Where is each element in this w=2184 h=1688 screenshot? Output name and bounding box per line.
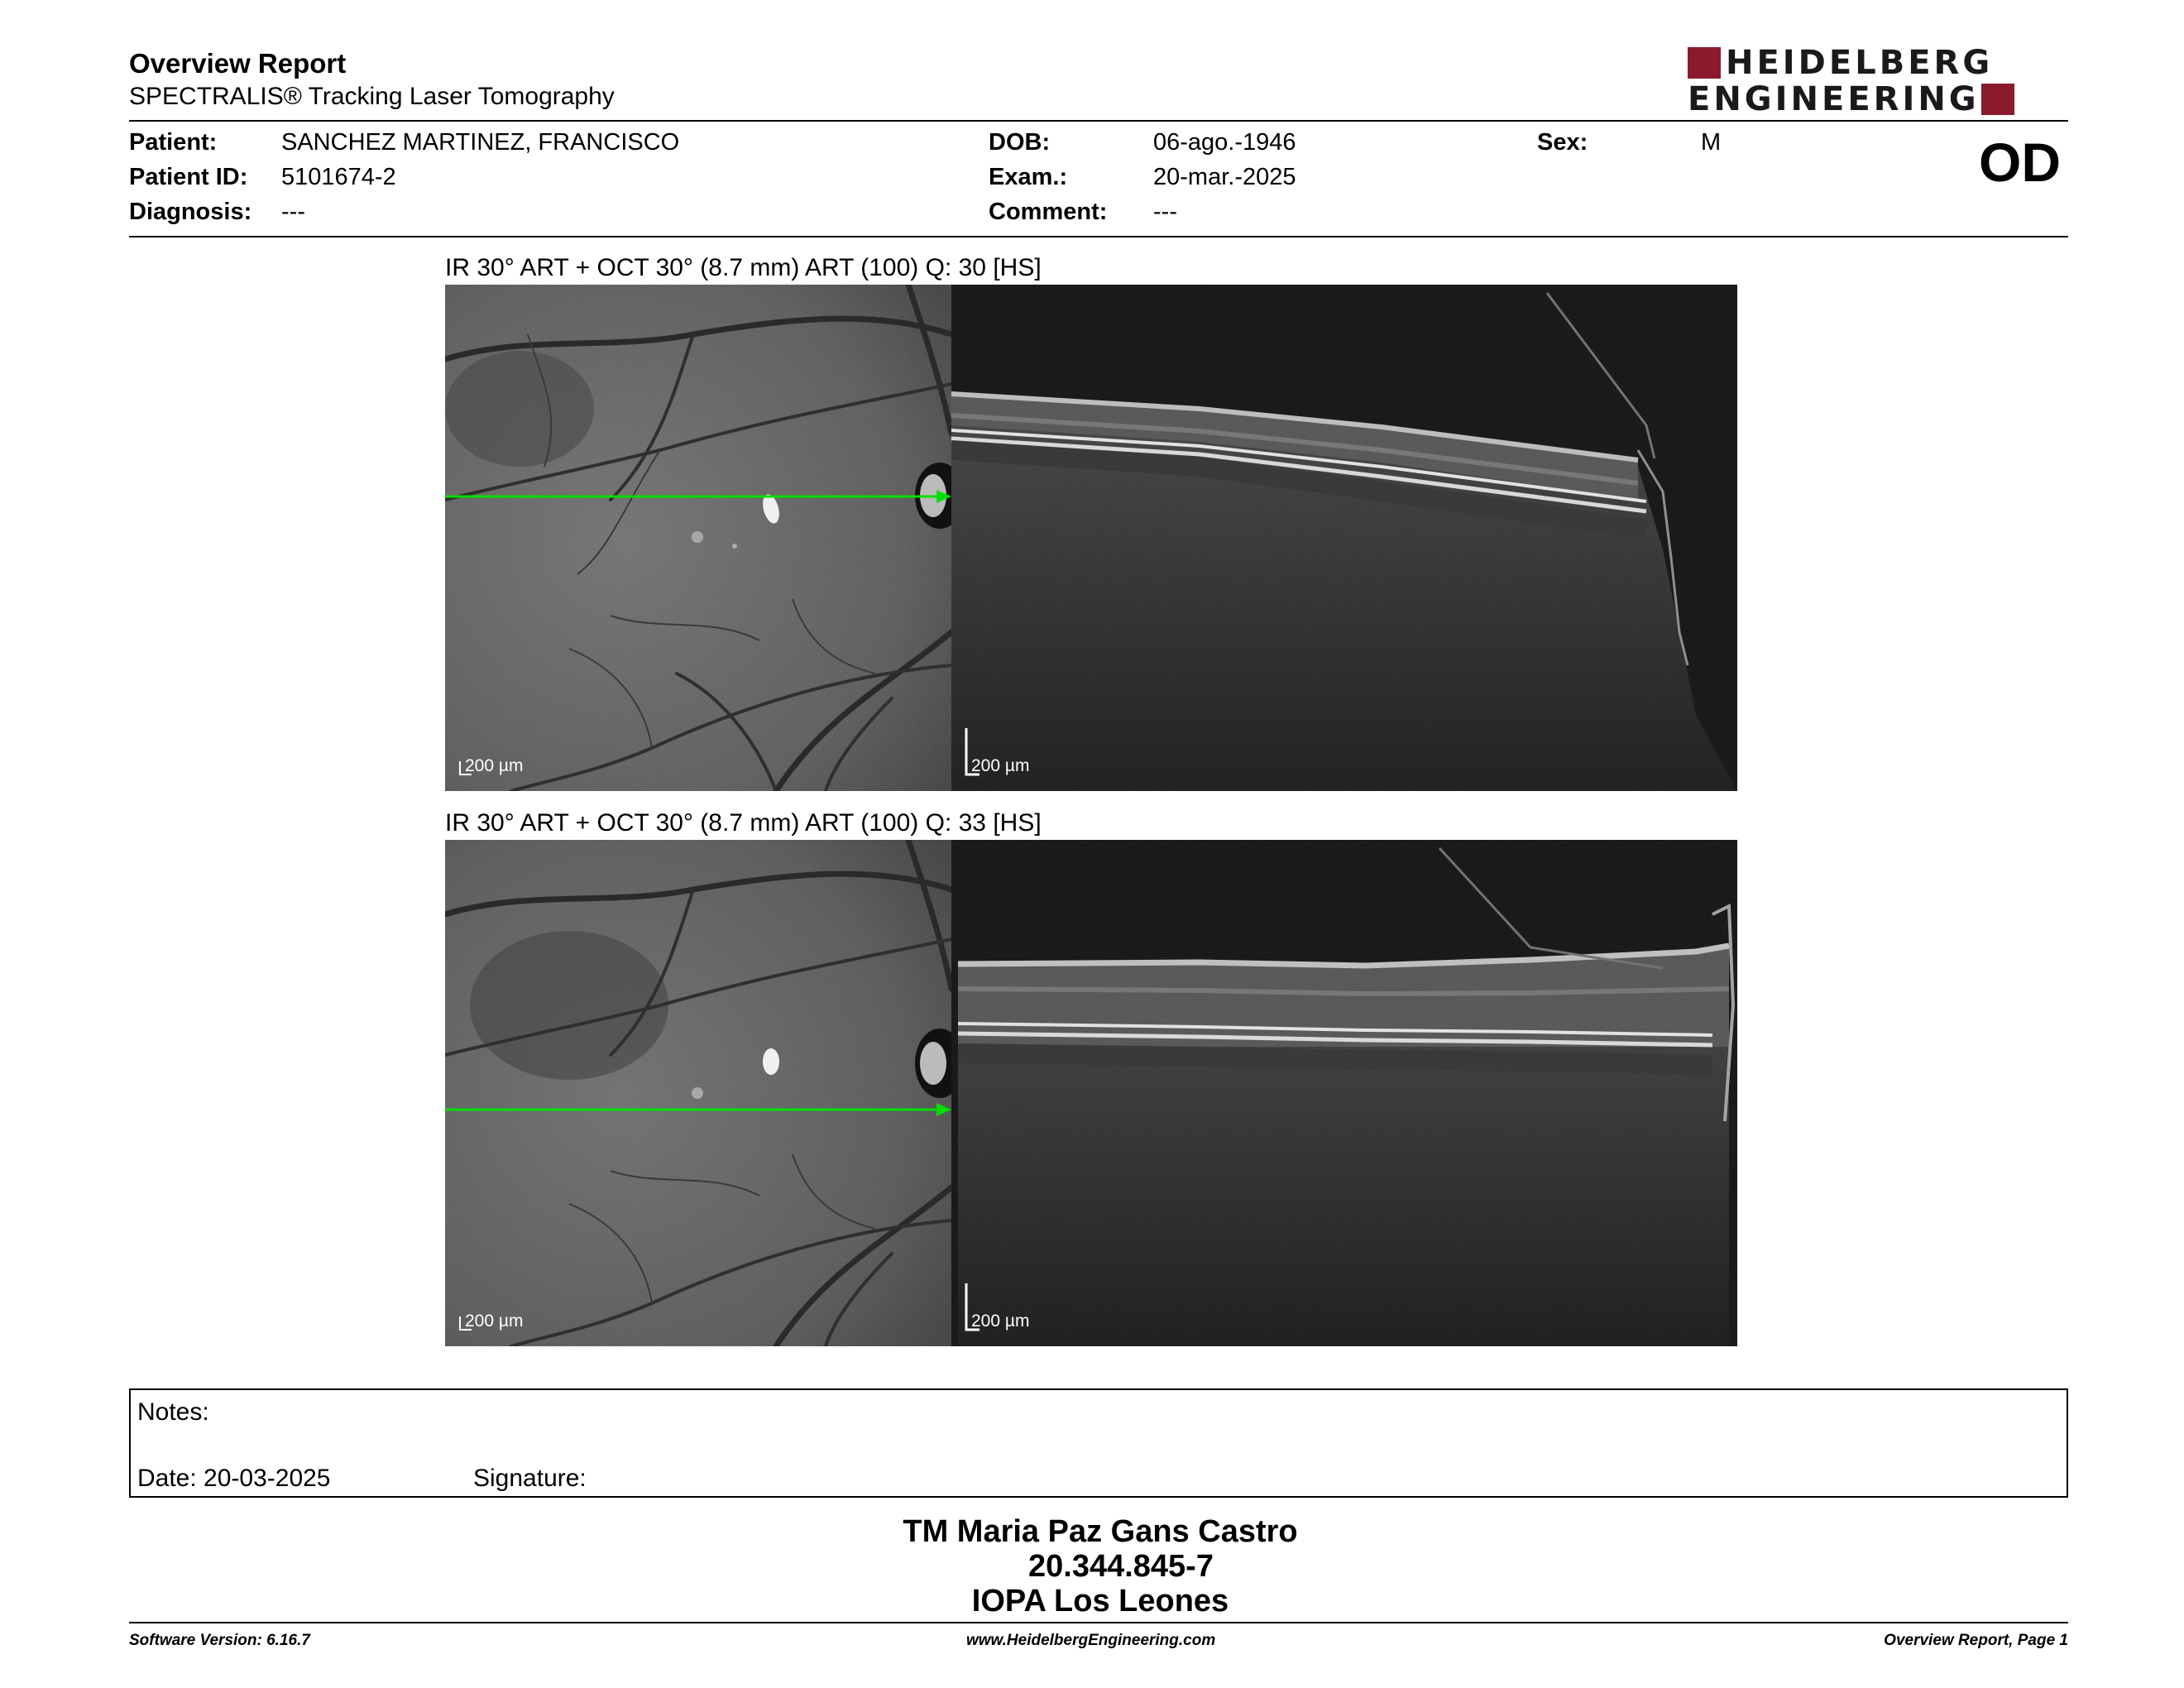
software-version: Software Version: 6.16.7	[129, 1632, 310, 1649]
sex-label: Sex:	[1537, 129, 1588, 156]
comment-label: Comment:	[989, 199, 1108, 225]
institution-name: IOPA Los Leones	[971, 1584, 1229, 1618]
patient-id-label: Patient ID:	[129, 164, 248, 190]
website-link[interactable]: www.HeidelbergEngineering.com	[966, 1632, 1216, 1649]
technician-id: 20.344.845-7	[1028, 1549, 1214, 1584]
diagnosis-label: Diagnosis:	[129, 199, 252, 225]
logo-square-icon	[1981, 84, 2014, 115]
diagnosis-value: ---	[281, 199, 305, 225]
oct-bscan-image-1[interactable]	[951, 285, 1737, 791]
ir-scale-label-2: 200 µm	[465, 1312, 524, 1331]
heidelberg-logo	[1688, 46, 2068, 116]
ir-fundus-image-2[interactable]	[445, 840, 951, 1346]
page-indicator: Overview Report, Page 1	[1884, 1632, 2068, 1649]
dob-value: 06-ago.-1946	[1153, 129, 1296, 156]
patient-name: SANCHEZ MARTINEZ, FRANCISCO	[281, 129, 680, 156]
header-divider	[129, 120, 2068, 122]
dob-label: DOB:	[989, 129, 1051, 156]
scan-1	[445, 285, 1737, 791]
notes-date: Date: 20-03-2025	[137, 1465, 331, 1492]
oct-scale-label-2: 200 µm	[971, 1312, 1030, 1331]
oct-scale-label-1: 200 µm	[971, 756, 1030, 775]
patient-divider	[129, 236, 2068, 237]
comment-value: ---	[1153, 199, 1177, 225]
patient-id: 5101674-2	[281, 164, 396, 190]
ir-fundus-image-1[interactable]	[445, 285, 951, 791]
report-title: Overview Report	[129, 48, 347, 79]
scan-2	[445, 840, 1737, 1346]
logo-square-icon	[1688, 47, 1721, 79]
sex-value: M	[1701, 129, 1722, 156]
notes-label: Notes:	[137, 1398, 209, 1426]
oct-bscan-image-2[interactable]	[951, 840, 1737, 1346]
scan-1-label: IR 30° ART + OCT 30° (8.7 mm) ART (100) Q: 30 [HS]	[445, 254, 1042, 281]
scan-2-label: IR 30° ART + OCT 30° (8.7 mm) ART (100) Q: 33 [HS]	[445, 809, 1042, 837]
logo-line-2: ENGINEERING	[1688, 80, 1980, 118]
exam-label: Exam.:	[989, 164, 1068, 190]
eye-indicator: OD	[1979, 132, 2061, 193]
report-subtitle: SPECTRALIS® Tracking Laser Tomography	[129, 83, 615, 110]
ir-scale-label-1: 200 µm	[465, 756, 524, 775]
notes-box	[129, 1388, 2068, 1498]
technician-name: TM Maria Paz Gans Castro	[903, 1514, 1298, 1549]
footer-divider	[129, 1622, 2068, 1623]
patient-label: Patient:	[129, 129, 218, 156]
logo-line-1: HEIDELBERG	[1726, 44, 1994, 82]
signature-label: Signature:	[473, 1465, 587, 1492]
exam-date: 20-mar.-2025	[1153, 164, 1296, 190]
